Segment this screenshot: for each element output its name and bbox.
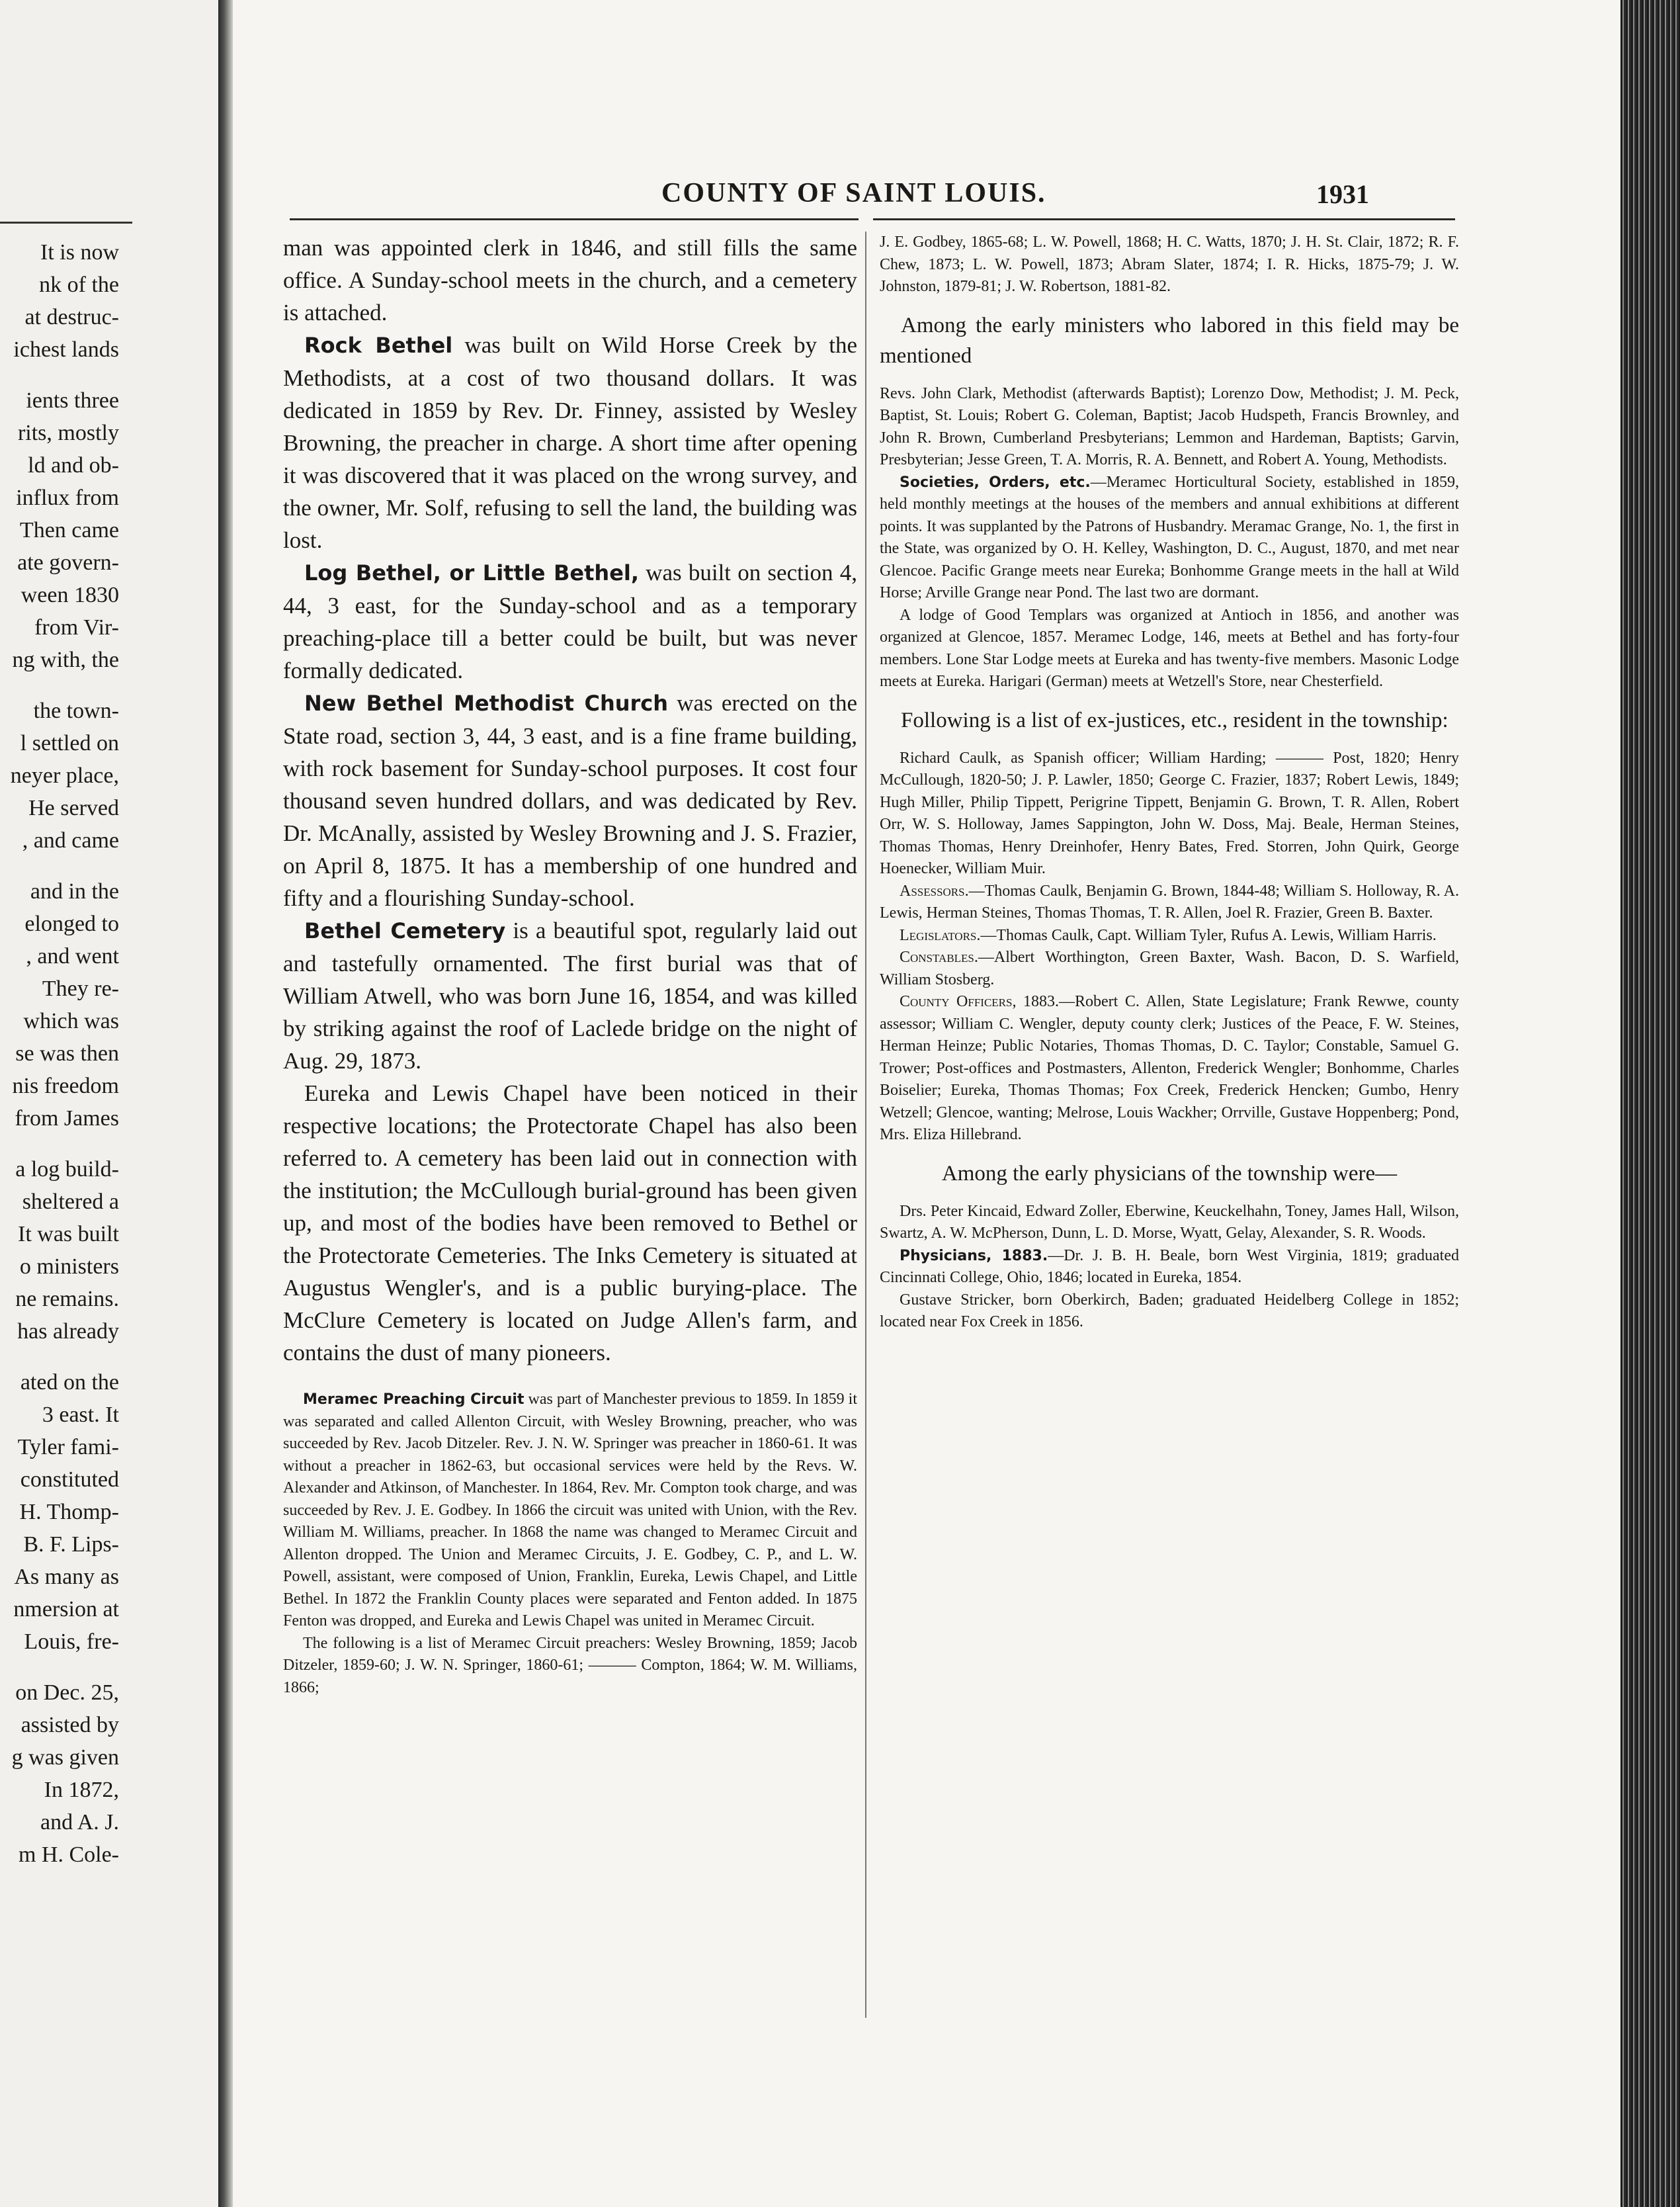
facing-page-line: a log build- [15, 1157, 119, 1182]
facing-page-line: l settled on [20, 731, 119, 756]
paragraph-assessors [880, 881, 1459, 925]
paragraph-stricker: Gustave Stricker, born Oberkirch, Baden; graduated Heidelberg College in 1852; located near Fox Creek in 1856. [880, 1291, 1459, 1330]
paragraph-lodges: A lodge of Good Templars was organized at Antioch in 1856, and another was organized at Glencoe, 1857. Meramec Lodge, 146, meets at Bethel and has forty-four members. Lone Star Lodge meets at Eureka and has twenty-five members. Masonic Lodge meets at Eureka. Harigari (German) meets at Wetzell's Store, near Chesterfield. [880, 606, 1459, 690]
facing-page-line: ld and ob- [28, 453, 119, 478]
facing-page-line: Louis, fre- [24, 1629, 119, 1654]
right-column [880, 232, 1459, 1334]
page-title: COUNTY OF SAINT LOUIS. [661, 178, 1046, 208]
facing-page-line: ne remains. [15, 1287, 119, 1311]
heading-log-bethel: Log Bethel, or Little Bethel, [304, 560, 640, 585]
heading-assessors: Assessors. [900, 882, 969, 900]
facing-page-line: In 1872, [44, 1778, 119, 1802]
facing-page-line: g was given [11, 1745, 119, 1770]
facing-page-line: , and came [22, 828, 119, 853]
facing-page-line: sheltered a [22, 1190, 119, 1214]
facing-page-line: It was built [18, 1222, 119, 1246]
facing-page-line: o ministers [19, 1254, 119, 1279]
facing-page-line: , and went [26, 944, 119, 969]
facing-page-line: They re- [42, 976, 119, 1001]
facing-page-line: and A. J. [40, 1810, 119, 1835]
text-log-bethel: was built on section 4, 44, 3 east, for the Sunday-school and as a temporary preaching-place till a better could be built, but was never formally dedicated. [283, 560, 858, 683]
heading-bethel-cemetery: Bethel Cemetery [304, 918, 506, 943]
facing-page-fragment [0, 0, 218, 2207]
heading-societies: Societies, Orders, etc. [900, 474, 1091, 491]
paragraph-societies [880, 472, 1459, 605]
column-divider [865, 232, 866, 2018]
text-meramec-circuit: was part of Manchester previous to 1859. In 1859 it was separated and called Allenton Circuit, with Wesley Browning, preacher, who was succeeded by Rev. Jacob Ditzeler. Rev. J. N. W. Springer was preacher in 1860-61. It was without a preacher in 1862-63, but occasional services were held by the Revs. W. Alexander and Atkinson, of Manchester. In 1864, Rev. Mr. Compton took charge, and was succeeded by Rev. J. E. Godbey. In 1866 the circuit was united with Union, with the Rev. William M. Williams, preacher. In 1868 the name was changed to Meramec Circuit and Allenton dropped. The Union and Meramec Circuits, J. E. Godbey, C. P., and L. W. Powell, assistant, were composed of Union, Franklin, Eureka, Lewis Chapel, and Little Bethel. In 1872 the Franklin County places were separated and Fenton added. In 1875 Fenton was dropped, and Eureka and Lewis Chapel was united in Meramec Circuit. [283, 1391, 857, 1629]
paragraph-log-bethel [283, 556, 857, 687]
paragraph-cemeteries: Eureka and Lewis Chapel have been noticed in their respective locations; the Protectorate Chapel has also been referred to. A cemetery has been laid out in connection with the institution; the McCullough burial-ground has been given up, and most of the bodies have been removed to Bethel or the Protectorate Cemeteries. The Inks Cemetery is situated at Augustus Wengler's, and is a public burying-place. The McClure Cemetery is located on Judge Allen's farm, and contains the dust of many pioneers. [283, 1080, 857, 1365]
book-gutter [218, 0, 233, 2207]
facing-page-line: Tyler fami- [17, 1435, 119, 1459]
facing-page-line: from James [15, 1106, 119, 1131]
heading-county-officers: County Officers, 1883. [900, 993, 1059, 1010]
facing-page-line: ichest lands [13, 337, 119, 362]
facing-page-line: ated on the [20, 1370, 119, 1395]
heading-constables: Constables. [900, 949, 978, 966]
paragraph-county-officers [880, 991, 1459, 1147]
facing-page-line: se was then [15, 1041, 119, 1066]
page-number: 1931 [1316, 179, 1369, 209]
text-societies: —Meramec Horticultural Society, established in 1859, held monthly meetings at the houses of the members and annual exhibitions at different points. It was supplanted by the Patrons of Husbandry. Meramac Grange, No. 1, the first in the State, was organized by O. H. Kelley, Washington, D. C., August, 1870, and met near Glencoe. Pacific Grange meets near Eureka; Bonhomme Grange meets in the hall at Wild Horse; Arville Grange near Pond. The last two are dormant. [880, 473, 1459, 601]
facing-page-line: neyer place, [10, 763, 119, 788]
paragraph-preachers-list: The following is a list of Meramec Circuit preachers: Wesley Browning, 1859; Jacob Ditzeler, 1859-60; J. W. N. Springer, 1860-61; ——— Compton, 1864; W. M. Williams, 1866; [283, 1634, 857, 1696]
paragraph-physicians-list: Drs. Peter Kincaid, Edward Zoller, Eberwine, Keuckelhahn, Toney, James Hall, Wilson, Swartz, A. W. McPherson, Dunn, L. D. Morse, Wyatt, Gelay, Alexander, S. R. Woods. [880, 1202, 1459, 1242]
paragraph-constables [880, 947, 1459, 991]
paragraph-legislators [880, 925, 1459, 947]
paragraph-bethel-cemetery [283, 914, 857, 1077]
facing-page-line: nmersion at [13, 1597, 119, 1622]
facing-page-line: elonged to [24, 912, 119, 936]
facing-page-line: H. Thomp- [19, 1500, 119, 1524]
header-rule-left [290, 218, 859, 220]
facing-page-line: which was [23, 1009, 119, 1033]
facing-page-line: at destruc- [24, 305, 119, 329]
facing-page-line: constituted [20, 1467, 119, 1492]
facing-page-line: from Vir- [34, 615, 119, 640]
facing-page-line: As many as [14, 1565, 119, 1589]
facing-page-line: nk of the [39, 273, 119, 297]
facing-page-line: the town- [33, 699, 119, 723]
facing-page-line: Then came [19, 518, 119, 542]
heading-physicians-1883: Physicians, 1883. [900, 1247, 1048, 1264]
paragraph-preachers-continued: J. E. Godbey, 1865-68; L. W. Powell, 1868; H. C. Watts, 1870; J. H. St. Clair, 1872; R. F. Chew, 1873; L. W. Powell, 1873; Abram Slater, 1874; I. R. Hicks, 1875-79; J. W. Johnston, 1879-81; J. W. Robertson, 1881-82. [880, 234, 1459, 295]
facing-page-line: on Dec. 25, [15, 1680, 119, 1705]
text-constables: —Albert Worthington, Green Baxter, Wash. Bacon, D. S. Warfield, William Stosberg. [880, 949, 1459, 988]
paragraph-ministers-list: Revs. John Clark, Methodist (afterwards Baptist); Lorenzo Dow, Methodist; J. M. Peck, Baptist, St. Louis; Robert G. Coleman, Baptist; Jacob Hudspeth, Francis Brownley, and John R. Brown, Cumberland Presbyterians; Lemmon and Hardeman, Baptists; Garvin, Presbyterian; Jesse Green, T. A. Morris, R. A. Bennett, and Robert A. Young, Methodists. [880, 384, 1459, 468]
facing-page-line: influx from [16, 486, 119, 510]
paragraph-rock-bethel [283, 329, 857, 556]
facing-page-line: has already [17, 1319, 119, 1344]
facing-page-line: m H. Cole- [18, 1842, 119, 1867]
facing-page-line: 3 east. It [42, 1403, 119, 1427]
facing-page-rule [0, 222, 132, 224]
paragraph-new-bethel [283, 687, 857, 914]
facing-page-line: He served [28, 796, 119, 820]
heading-meramec-circuit: Meramec Preaching Circuit [303, 1391, 525, 1408]
facing-page-line: ween 1830 [21, 583, 119, 607]
paragraph-early-ministers-intro: Among the early ministers who labored in this field may be mentioned [880, 313, 1459, 368]
heading-new-bethel: New Bethel Methodist Church [304, 691, 669, 716]
text-rock-bethel: was built on Wild Horse Creek by the Methodists, at a cost of two thousand dollars. It was dedicated in 1859 by Rev. Dr. Finney, assisted by Wesley Browning, the preacher in charge. A short time after opening it was discovered that it was placed on the wrong survey, and the owner, Mr. Solf, refusing to sell the land, the building was lost. [283, 332, 858, 553]
facing-page-line: ate govern- [17, 550, 119, 575]
text-physicians-1883: —Dr. J. B. H. Beale, born West Virginia, 1819; graduated Cincinnati College, Ohio, 1846; located in Eureka, 1854. [880, 1246, 1460, 1286]
facing-page-line: nis freedom [12, 1074, 119, 1098]
facing-page-line: and in the [30, 879, 119, 904]
paragraph-clerk: man was appointed clerk in 1846, and still fills the same office. A Sunday-school meets in the church, and a cemetery is attached. [283, 235, 857, 325]
paragraph-physicians-1883 [880, 1245, 1459, 1289]
text-county-officers: —Robert C. Allen, State Legislature; Frank Rewwe, county assessor; William C. Wengler, deputy county clerk; Justices of the Peace, F. W. Steines, Herman Heinze; Public Notaries, Thomas Thomas, D. C. Taylor; Constable, Samuel G. Trower; Post-offices and Postmasters, Allenton, Frederick Wengler; Bonhomme, Charles Boiselier; Eureka, Thomas Thomas; Fox Creek, Frederick Hencken; Gumbo, Henry Wetzell; Glencoe, wanting; Melrose, Louis Wackher; Orrville, Gustave Hoppenberg; Pond, Mrs. Eliza Hillebrand. [880, 993, 1459, 1143]
paragraph-meramec-circuit [283, 1389, 857, 1633]
text-new-bethel: was erected on the State road, section 3, 44, 3 east, and is a fine frame building, with rock basement for Sunday-school purposes. It cost four thousand seven hundred dollars, and was dedicated by Rev. Dr. McAnally, assisted by Wesley Browning and J. S. Frazier, on April 8, 1875. It has a membership of one hundred and fifty and a flourishing Sunday-school. [283, 690, 857, 911]
paragraph-justices-list: Richard Caulk, as Spanish officer; William Harding; ——— Post, 1820; Henry McCullough, 1820-50; J. P. Lawler, 1850; George C. Frazier, 1837; Robert Lewis, 1849; Hugh Miller, Philip Tippett, Perigrine Tippett, Benjamin G. Brown, T. R. Allen, Robert Orr, W. S. Holloway, James Sappington, John W. Doss, Maj. Beale, Herman Steines, Thomas Thomas, Henry Dreinhofer, Henry Bates, Fred. Storren, John Quirk, George Hoenecker, William Muir. [880, 749, 1459, 877]
facing-page-line: assisted by [21, 1713, 119, 1737]
heading-legislators: Legislators. [900, 926, 981, 944]
text-bethel-cemetery: is a beautiful spot, regularly laid out and tastefully ornamented. The first burial was that of William Atwell, who was born June 16, 1854, and was killed by striking against the roof of Laclede bridge on the night of Aug. 29, 1873. [283, 918, 858, 1074]
heading-early-physicians: Among the early physicians of the township were— [941, 1161, 1398, 1186]
facing-page-line: ients three [26, 388, 119, 413]
facing-page-line: rits, mostly [17, 421, 119, 445]
facing-page-line: It is now [40, 240, 119, 265]
facing-page-line: ng with, the [12, 648, 119, 672]
left-column [283, 232, 857, 1699]
text-assessors: —Thomas Caulk, Benjamin G. Brown, 1844-48; William S. Holloway, R. A. Lewis, Herman Steines, Thomas Thomas, T. R. Allen, Joel R. Frazier, Green B. Baxter. [880, 882, 1459, 922]
text-legislators: —Thomas Caulk, Capt. William Tyler, Rufus A. Lewis, William Harris. [980, 926, 1437, 944]
page-edges [1620, 0, 1680, 2207]
paragraph-justices-intro: Following is a list of ex-justices, etc., resident in the township: [901, 708, 1449, 732]
facing-page-line: B. F. Lips- [23, 1532, 119, 1557]
header-rule-right [873, 218, 1455, 220]
heading-rock-bethel: Rock Bethel [304, 333, 453, 358]
